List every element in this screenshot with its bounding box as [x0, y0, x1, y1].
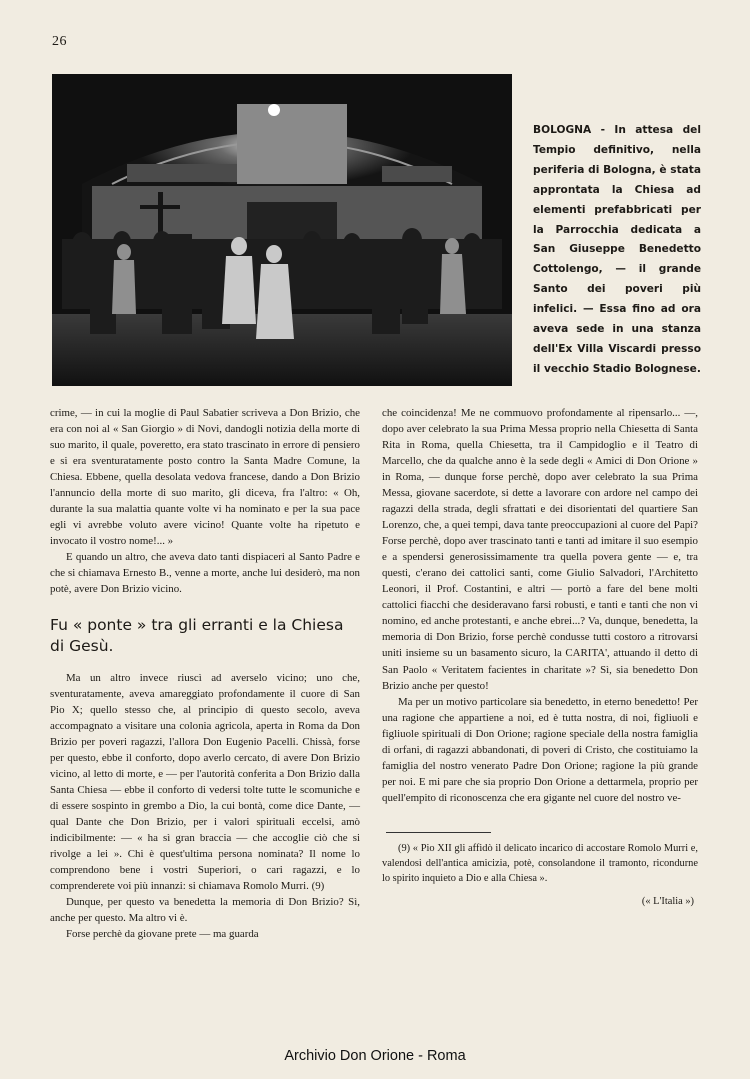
footnote: (9) « Pio XII gli affidò il delicato incarico di accostare Romolo Murri e, valendosi dell'antica amicizia, potè, consolandone il tramonto, ricondurne lo spirito inquieto a Dio e alla Chiesa ».	[382, 842, 698, 884]
page-number: 26	[52, 34, 67, 49]
footnote-divider	[386, 832, 491, 833]
left-paragraph-2: E quando un altro, che aveva dato tanti dispiaceri al Santo Padre e che si chiamava Ernesto B., venne a morte, anche lui desiderò, ma non potè, avere Don Brizio vicino.	[50, 551, 360, 596]
section-heading: Fu « ponte » tra gli erranti e la Chiesa di Gesù.	[50, 616, 344, 655]
right-paragraph-1: che coincidenza! Me ne commuovo profondamente al ripensarlo... —, dopo aver celebrato la sua Prima Messa proprio nella Chiesetta di Santa Rita in Roma, quella Chiesetta, tra il Campidoglio e il Teatro di Marcello, che da qualche anno è la sede degli « Amici di Don Orione » in Roma, — dunque forse perchè, dopo aver celebrato la sua Prima Messa, giovane sacerdote, si dette a lavorare con ardore nel campo dei ragazzi della strada, degli sfrattati e dei disorientati del quartiere San Lorenzo, che, a quei tempi, dava tante preoccupazioni al cuore del Papi? Forse perchè, dopo aver trascinato tanti e tanti ad imitare il suo esempio e a spendersi generosissimamente tra quella povera gente — e, tra questi, c'erano dei cattolici santi, come Giulio Salvadori, l'Architetto Leonori, il Prof. Costantini, e altri — portò a fare del bene molti cattolici fiacchi che desideravano farsi robusti, e tanti e tanti che non vi nomino, ed anche protestanti, e anche ebrei...? Va, dunque, benedetta, la memoria di Don Brizio, forse perchè condusse tutti costoro a ritrovarsi uniti insieme su un basamento sicuro, la CARITA', attuando il detto di San Paolo « Veritatem facientes in charitate »? Sì, sia benedetto Don Brizio anche per questo!	[382, 407, 698, 692]
left-paragraph-1: crime, — in cui la moglie di Paul Sabatier scriveva a Don Brizio, che era con noi al « San Giorgio » di Novi, dandogli notizia della morte di suo marito, il quale, poveretto, era stato trascinato in errore di pensiero e si era sventuratamente posto contro la Santa Madre Comune, la Chiesa. Ebbene, quella desolata vedova francese, dando a Don Brizio l'annuncio della morte di suo marito, gli diceva, fra l'altro: « Oh, durante la sua malattia quante volte vi ha nominato e per la sua pace egli vi avrebbe voluto avere vicino! Quante volte ha ripetuto e invocato il vostro nome!... »	[50, 407, 360, 548]
photo-illustration	[52, 74, 512, 386]
archive-label: Archivio Don Orione - Roma	[284, 1048, 466, 1064]
right-paragraph-2: Ma per un motivo particolare sia benedetto, in eterno benedetto! Per una ragione che appartiene a noi, ed è tutta nostra, di noi, figliuoli e figliuole spirituali di Don Orione; ragione speciale della nostra famiglia di orfani, di ragazzi abbandonati, di poveri di Cristo, che costituiamo la famiglia del nostro venerato Padre Don Orione; ragione la più grande per noi. E mi pare che sia proprio Don Orione a dettarmela, proprio per quell'empito di riconoscenza che era gigante nel cuore del nostro ve-	[382, 695, 698, 804]
left-paragraph-5: Forse perchè da giovane prete — ma guarda	[66, 928, 259, 941]
left-column	[50, 405, 360, 942]
left-paragraph-3: Ma un altro invece riuscì ad averselo vicino; uno che, sventuratamente, aveva amareggiato profondamente il cuore di San Pio X; quello stesso che, al principio di questo secolo, aveva accompagnato a visitare una colonia agricola, aperta in Roma da Don Brizio per poveri ragazzi, l'allora Don Eugenio Pacelli. Chissà, forse per questo, ebbe il conforto, dopo averlo cercato, di avere Don Brizio vicino, al letto di morte, e — per l'autorità conferita a Don Brizio dalla Santa Chiesa — ebbe il conforto di vedersi tolte tutte le scomuniche e di essere sospinto in grembo a Dio, la cui bontà, come dice Dante, — qual Dante che Don Brizio, per i valori spirituali eccelsi, amò indicibilmente: — « ha sì gran braccia — che accoglie ciò che si rivolge a lei ». Chi è quest'ultima persona nominata? Il nome lo comprendono bene i vostri Superiori, o cari ragazzi, e lo comprenderete voi più innanzi: si chiamava Romolo Murri. (9)	[50, 671, 360, 893]
left-paragraph-4: Dunque, per questo va benedetta la memoria di Don Brizio? Sì, anche per questo. Ma altro vi è.	[50, 896, 360, 925]
photo-caption: BOLOGNA - In attesa del Tempio definitivo, nella periferia di Bologna, è stata approntata la Chiesa ad elementi prefabbricati per la Parrocchia dedicata a San Giuseppe Benedetto Cottolengo, — il grande Santo dei poveri più infelici. — Essa fino ad ora aveva sede in una stanza dell'Ex Villa Viscardi presso il vecchio Stadio Bolognese.	[533, 124, 701, 375]
right-column	[382, 405, 698, 909]
footnote-source: (« L'Italia »)	[641, 896, 694, 908]
church-night-photo	[52, 74, 512, 386]
